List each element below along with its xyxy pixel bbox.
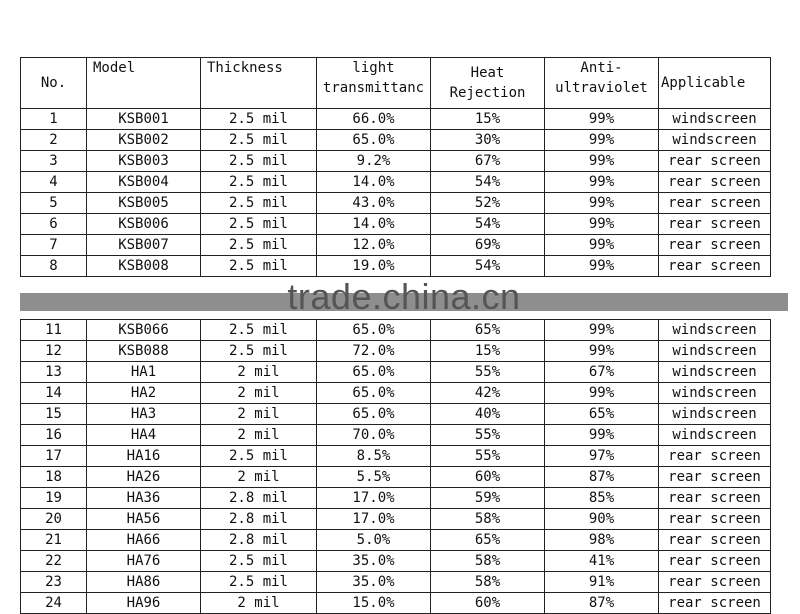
cell-heat-rejection: 15% [431,109,545,130]
cell-thickness: 2.5 mil [201,320,317,341]
cell-no: 14 [21,383,87,404]
cell-heat-rejection: 54% [431,172,545,193]
table-row [21,235,771,256]
cell-no: 21 [21,530,87,551]
table-row [21,362,771,383]
cell-light-transmittance: 9.2% [317,151,431,172]
cell-anti-ultraviolet: 99% [545,109,659,130]
table-body-bottom [21,320,771,614]
cell-light-transmittance: 70.0% [317,425,431,446]
cell-model: HA96 [87,593,201,614]
cell-light-transmittance: 14.0% [317,172,431,193]
cell-thickness: 2 mil [201,362,317,383]
cell-thickness: 2.8 mil [201,488,317,509]
cell-applicable: rear screen [659,509,771,530]
cell-light-transmittance: 17.0% [317,509,431,530]
cell-heat-rejection: 30% [431,130,545,151]
cell-model: KSB006 [87,214,201,235]
cell-model: HA56 [87,509,201,530]
table-row [21,109,771,130]
cell-heat-rejection: 58% [431,509,545,530]
cell-light-transmittance: 14.0% [317,214,431,235]
table-row [21,151,771,172]
cell-no: 15 [21,404,87,425]
cell-model: KSB088 [87,341,201,362]
cell-light-transmittance: 12.0% [317,235,431,256]
cell-light-transmittance: 19.0% [317,256,431,277]
cell-applicable: rear screen [659,551,771,572]
table-row [21,593,771,614]
cell-light-transmittance: 5.5% [317,467,431,488]
cell-anti-ultraviolet: 90% [545,509,659,530]
table-row [21,214,771,235]
product-spec-table [20,57,771,614]
cell-heat-rejection: 55% [431,425,545,446]
cell-no: 23 [21,572,87,593]
cell-no: 18 [21,467,87,488]
table-row [21,425,771,446]
cell-model: KSB007 [87,235,201,256]
cell-no: 2 [21,130,87,151]
cell-anti-ultraviolet: 87% [545,467,659,488]
cell-anti-ultraviolet: 98% [545,530,659,551]
cell-applicable: rear screen [659,193,771,214]
cell-light-transmittance: 65.0% [317,130,431,151]
cell-applicable: windscreen [659,320,771,341]
cell-light-transmittance: 35.0% [317,572,431,593]
cell-applicable: windscreen [659,130,771,151]
cell-anti-ultraviolet: 99% [545,320,659,341]
cell-anti-ultraviolet: 99% [545,214,659,235]
cell-heat-rejection: 65% [431,530,545,551]
cell-model: HA26 [87,467,201,488]
table-row [21,551,771,572]
cell-thickness: 2.5 mil [201,109,317,130]
header-model: Model [87,58,201,109]
cell-light-transmittance: 65.0% [317,404,431,425]
cell-anti-ultraviolet: 97% [545,446,659,467]
table-row [21,256,771,277]
cell-no: 3 [21,151,87,172]
cell-no: 22 [21,551,87,572]
cell-heat-rejection: 55% [431,362,545,383]
cell-model: HA16 [87,446,201,467]
cell-no: 8 [21,256,87,277]
header-light-transmittance: light transmittanc [317,58,431,109]
cell-applicable: rear screen [659,151,771,172]
header-anti-ultraviolet: Anti-ultraviolet [545,58,659,109]
cell-anti-ultraviolet: 41% [545,551,659,572]
table-row [21,130,771,151]
cell-applicable: rear screen [659,235,771,256]
cell-thickness: 2.5 mil [201,151,317,172]
cell-thickness: 2.5 mil [201,235,317,256]
cell-thickness: 2 mil [201,467,317,488]
cell-heat-rejection: 69% [431,235,545,256]
cell-applicable: rear screen [659,214,771,235]
cell-light-transmittance: 65.0% [317,383,431,404]
cell-applicable: rear screen [659,488,771,509]
table-body-top [21,109,771,277]
cell-no: 4 [21,172,87,193]
cell-no: 13 [21,362,87,383]
table-row [21,404,771,425]
cell-heat-rejection: 55% [431,446,545,467]
cell-no: 16 [21,425,87,446]
cell-heat-rejection: 59% [431,488,545,509]
cell-thickness: 2 mil [201,593,317,614]
table-row [21,509,771,530]
cell-applicable: windscreen [659,425,771,446]
table-row [21,193,771,214]
cell-anti-ultraviolet: 65% [545,404,659,425]
cell-thickness: 2.5 mil [201,341,317,362]
cell-thickness: 2.5 mil [201,130,317,151]
header-row [21,58,771,109]
cell-thickness: 2.5 mil [201,193,317,214]
table-row [21,172,771,193]
cell-thickness: 2 mil [201,425,317,446]
cell-no: 5 [21,193,87,214]
cell-heat-rejection: 58% [431,551,545,572]
cell-heat-rejection: 65% [431,320,545,341]
cell-model: HA76 [87,551,201,572]
table-row [21,530,771,551]
cell-model: HA4 [87,425,201,446]
cell-applicable: rear screen [659,256,771,277]
cell-anti-ultraviolet: 99% [545,341,659,362]
cell-thickness: 2 mil [201,383,317,404]
cell-anti-ultraviolet: 85% [545,488,659,509]
cell-thickness: 2.8 mil [201,530,317,551]
cell-model: HA1 [87,362,201,383]
cell-thickness: 2.8 mil [201,509,317,530]
cell-model: KSB008 [87,256,201,277]
cell-applicable: rear screen [659,446,771,467]
cell-anti-ultraviolet: 99% [545,235,659,256]
table-row [21,467,771,488]
cell-applicable: windscreen [659,383,771,404]
cell-heat-rejection: 54% [431,256,545,277]
cell-anti-ultraviolet: 99% [545,425,659,446]
cell-thickness: 2 mil [201,404,317,425]
cell-anti-ultraviolet: 99% [545,172,659,193]
cell-applicable: rear screen [659,572,771,593]
cell-model: HA2 [87,383,201,404]
cell-heat-rejection: 67% [431,151,545,172]
cell-thickness: 2.5 mil [201,256,317,277]
cell-heat-rejection: 52% [431,193,545,214]
cell-light-transmittance: 5.0% [317,530,431,551]
cell-model: HA36 [87,488,201,509]
cell-no: 7 [21,235,87,256]
table-row [21,446,771,467]
cell-light-transmittance: 15.0% [317,593,431,614]
cell-applicable: windscreen [659,404,771,425]
cell-no: 12 [21,341,87,362]
cell-heat-rejection: 15% [431,341,545,362]
header-no: No. [21,58,87,109]
cell-no: 1 [21,109,87,130]
cell-model: KSB066 [87,320,201,341]
table-row [21,341,771,362]
cell-model: KSB003 [87,151,201,172]
header-applicable: Applicable [659,58,771,109]
cell-anti-ultraviolet: 99% [545,193,659,214]
cell-anti-ultraviolet: 67% [545,362,659,383]
cell-heat-rejection: 40% [431,404,545,425]
cell-no: 6 [21,214,87,235]
cell-anti-ultraviolet: 99% [545,256,659,277]
cell-applicable: rear screen [659,593,771,614]
cell-applicable: rear screen [659,467,771,488]
cell-model: HA86 [87,572,201,593]
cell-model: KSB001 [87,109,201,130]
cell-light-transmittance: 72.0% [317,341,431,362]
cell-heat-rejection: 58% [431,572,545,593]
cell-anti-ultraviolet: 99% [545,130,659,151]
cell-thickness: 2.5 mil [201,551,317,572]
cell-anti-ultraviolet: 99% [545,151,659,172]
cell-light-transmittance: 65.0% [317,320,431,341]
cell-light-transmittance: 17.0% [317,488,431,509]
cell-applicable: rear screen [659,530,771,551]
cell-model: KSB004 [87,172,201,193]
header-heat-rejection: Heat Rejection [431,58,545,109]
header-thickness: Thickness [201,58,317,109]
watermark-band [20,277,788,318]
table-row [21,383,771,404]
cell-thickness: 2.5 mil [201,446,317,467]
cell-applicable: windscreen [659,341,771,362]
cell-light-transmittance: 8.5% [317,446,431,467]
cell-light-transmittance: 65.0% [317,362,431,383]
cell-thickness: 2.5 mil [201,572,317,593]
cell-heat-rejection: 60% [431,467,545,488]
watermark-text: trade.china.cn [287,276,521,317]
cell-no: 20 [21,509,87,530]
cell-no: 17 [21,446,87,467]
cell-model: KSB002 [87,130,201,151]
cell-anti-ultraviolet: 91% [545,572,659,593]
cell-applicable: rear screen [659,172,771,193]
cell-light-transmittance: 35.0% [317,551,431,572]
cell-thickness: 2.5 mil [201,214,317,235]
table-row [21,572,771,593]
cell-heat-rejection: 54% [431,214,545,235]
cell-light-transmittance: 43.0% [317,193,431,214]
cell-thickness: 2.5 mil [201,172,317,193]
cell-anti-ultraviolet: 99% [545,383,659,404]
cell-no: 19 [21,488,87,509]
table-row [21,320,771,341]
cell-light-transmittance: 66.0% [317,109,431,130]
cell-applicable: windscreen [659,109,771,130]
cell-no: 24 [21,593,87,614]
cell-applicable: windscreen [659,362,771,383]
cell-no: 11 [21,320,87,341]
cell-model: KSB005 [87,193,201,214]
cell-model: HA3 [87,404,201,425]
cell-anti-ultraviolet: 87% [545,593,659,614]
table-row [21,488,771,509]
cell-heat-rejection: 42% [431,383,545,404]
cell-heat-rejection: 60% [431,593,545,614]
cell-model: HA66 [87,530,201,551]
